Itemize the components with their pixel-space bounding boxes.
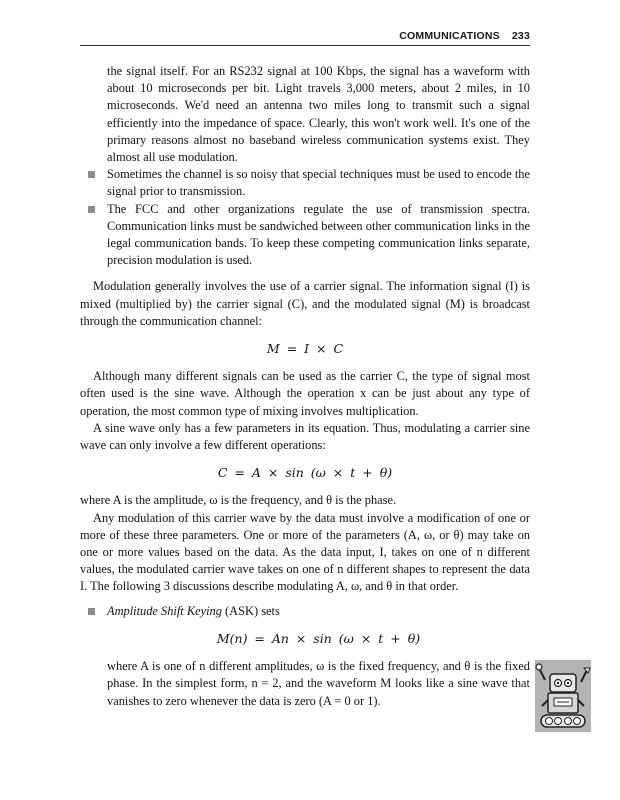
sine-paragraph-2: A sine wave only has a few parameters in its equation. Thus, modulating a carrier sine wave can only involve a few different operations: [80, 420, 530, 453]
ask-term-rest: (ASK) sets [221, 603, 280, 618]
square-bullet-icon [88, 206, 95, 213]
chapter-title: COMMUNICATIONS [399, 30, 500, 42]
robot-icon [535, 660, 591, 732]
equation-carrier: C = A × sin (ω × t + θ) [217, 465, 393, 481]
modulation-parameters-paragraph: Any modulation of this carrier wave by the data must involve a modification of one or more of these three parameters. One or more of the parameters (A, ω, or θ) may take on one or more values based on the data. As the data input, I, takes on one of n different values, the modulated carrier wave takes on one of n different shapes to represent the data I. The following 3 discussions describe modulating A, ω, and θ in that order. [80, 510, 530, 594]
modulation-paragraph: Modulation generally involves the use of a carrier signal. The information signal (I) is mixed (multiplied by) the carrier signal (C), and the modulated signal (M) is broadcast through the communication channel: [80, 279, 530, 328]
equation-ask: M(n) = An × sin (ω × t + θ) [216, 630, 421, 646]
sine-paragraph-1: Although many different signals can be used as the carrier C, the type of signal most often used is the sine wave. Although the operation x can be just about any type of operation, the most common type of mixing involves multiplication. [80, 369, 530, 418]
ask-bullet-list [80, 603, 530, 620]
page-number: 233 [511, 30, 530, 42]
page-body [80, 63, 530, 710]
bullet-list [80, 166, 530, 269]
where-paragraph: where A is the amplitude, ω is the frequency, and θ is the phase. [80, 493, 397, 508]
bullet-text: The FCC and other organizations regulate the use of transmission spectra. Communication links must be sandwiched between other communication links in the legal communication bands. To keep these competing communication links separate, precision modulation is used. [107, 201, 530, 268]
square-bullet-icon [88, 171, 95, 178]
list-item [80, 603, 530, 620]
running-head [80, 30, 530, 42]
bullet-text: Sometimes the channel is so noisy that special techniques must be used to encode the signal prior to transmission. [107, 167, 530, 199]
header-rule [80, 45, 530, 46]
list-item [80, 166, 530, 200]
equation-modulation: M = I × C [266, 341, 344, 357]
square-bullet-icon [88, 608, 95, 615]
continuation-paragraph: the signal itself. For an RS232 signal at 100 Kbps, the signal has a waveform with about 10 microseconds per bit. Light travels 3,000 meters, about 2 miles, in 10 microseconds. We'd need an antenna two miles long to transmit such a signal efficiently into the impedance of space. Clearly, this won't work well. It's one of the primary reasons almost no baseband wireless communication systems exist. They almost all use modulation. [107, 64, 530, 165]
list-item [80, 201, 530, 270]
ask-term: Amplitude Shift Keying [107, 603, 222, 618]
ask-description: where A is one of n different amplitudes, ω is the fixed frequency, and θ is the fixed phase. In the simplest form, n = 2, and the waveform M looks like a sine wave that vanishes to zero whenever the data is zero (A = 0 or 1). [107, 659, 530, 708]
